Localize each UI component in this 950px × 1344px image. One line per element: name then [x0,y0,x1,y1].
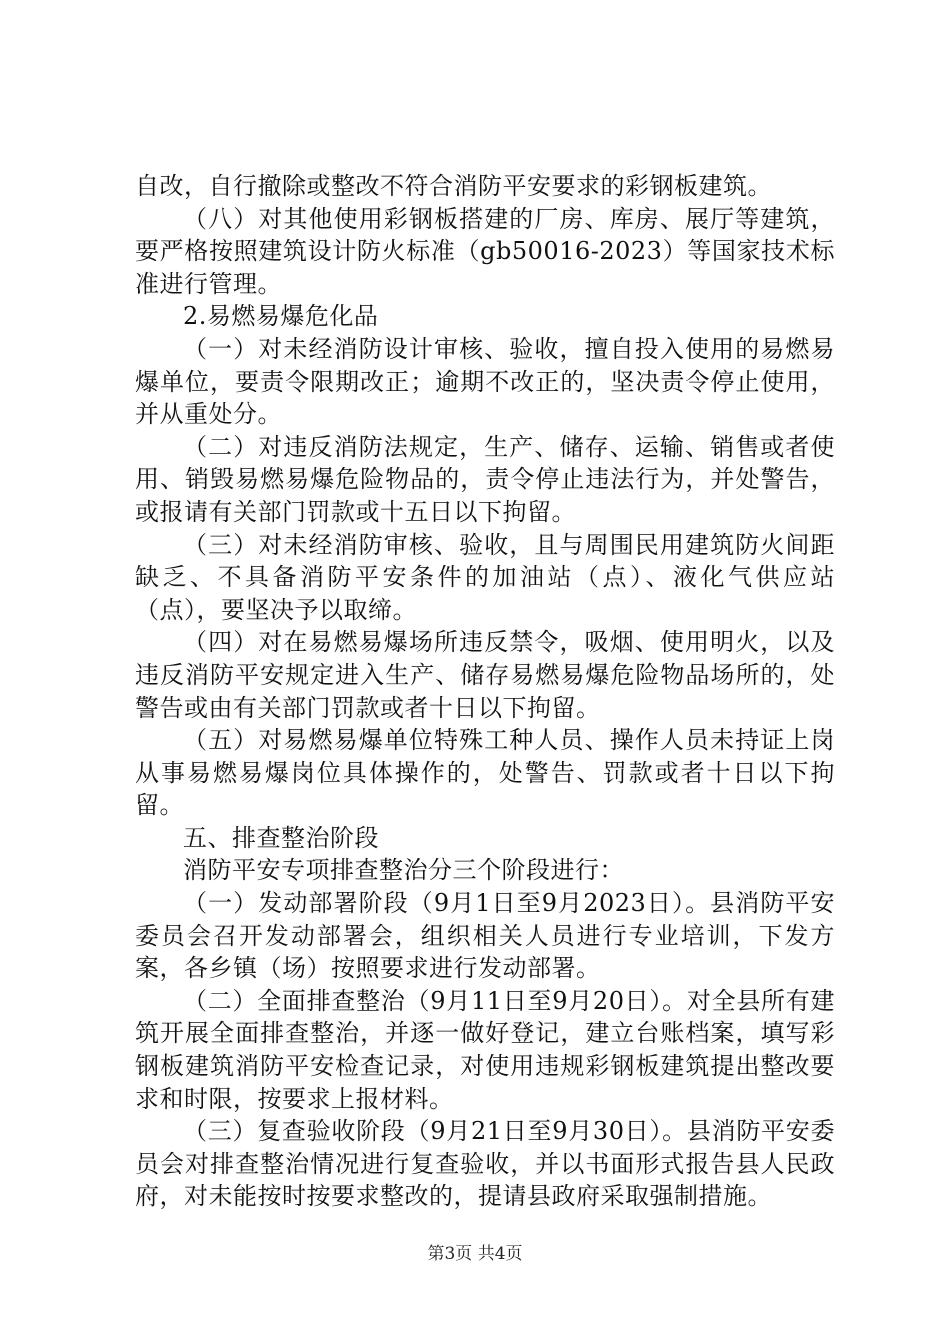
paragraph-chem-item-5: （五）对易燃易爆单位特殊工种人员、操作人员未持证上岗从事易燃易爆岗位具体操作的，处警告、罚款或者十日以下拘留。 [135,726,835,820]
document-body [135,170,835,1213]
paragraph-chem-item-1: （一）对未经消防设计审核、验收，擅自投入使用的易燃易爆单位，要责令限期改正；逾期不改正的，坚决责令停止使用，并从重处分。 [135,334,835,429]
paragraph-chem-item-3: （三）对未经消防审核、验收，且与周围民用建筑防火间距缺乏、不具备消防平安条件的加油站（点）、液化气供应站（点），要坚决予以取缔。 [135,530,835,624]
section-heading-stages: 五、排查整治阶段 [183,823,379,852]
paragraph-stage-3: （三）复查验收阶段（9月21日至9月30日）。县消防平安委员会对排查整治情况进行复查验收，并以书面形式报告县人民政府，对未能按时按要求整改的，提请县政府采取强制措施。 [135,1117,835,1211]
page-number-footer: 第3页 共4页 [427,1244,523,1264]
paragraph-item-8: （八）对其他使用彩钢板搭建的厂房、库房、展厅等建筑，要严格按照建筑设计防火标准（gb50016-2023）等国家技术标准进行管理。 [135,204,835,298]
paragraph-continuation: 自改，自行撤除或整改不符合消防平安要求的彩钢板建筑。 [135,172,772,200]
paragraph-stage-1: （一）发动部署阶段（9月1日至9月2023日）。县消防平安委员会召开发动部署会，组织相关人员进行专业培训，下发方案，各乡镇（场）按照要求进行发动部署。 [135,889,835,983]
paragraph-chem-item-4: （四）对在易燃易爆场所违反禁令，吸烟、使用明火，以及违反消防平安规定进入生产、储存易燃易爆危险物品场所的，处警告或由有关部门罚款或者十日以下拘留。 [135,628,835,722]
section-heading-hazardous-chemicals: 2.易燃易爆危化品 [183,302,379,331]
paragraph-chem-item-2: （二）对违反消防法规定，生产、储存、运输、销售或者使用、销毁易燃易爆危险物品的，责令停止违法行为，并处警告，或报请有关部门罚款或十五日以下拘留。 [135,432,835,526]
paragraph-stage-2: （二）全面排查整治（9月11日至9月20日）。对全县所有建筑开展全面排查整治，并逐一做好登记，建立台账档案，填写彩钢板建筑消防平安检查记录，对使用违规彩钢板建筑提出整改要求和时限，按要求上报材料。 [135,986,835,1113]
paragraph-stages-intro: 消防平安专项排查整治分三个阶段进行： [183,856,624,885]
